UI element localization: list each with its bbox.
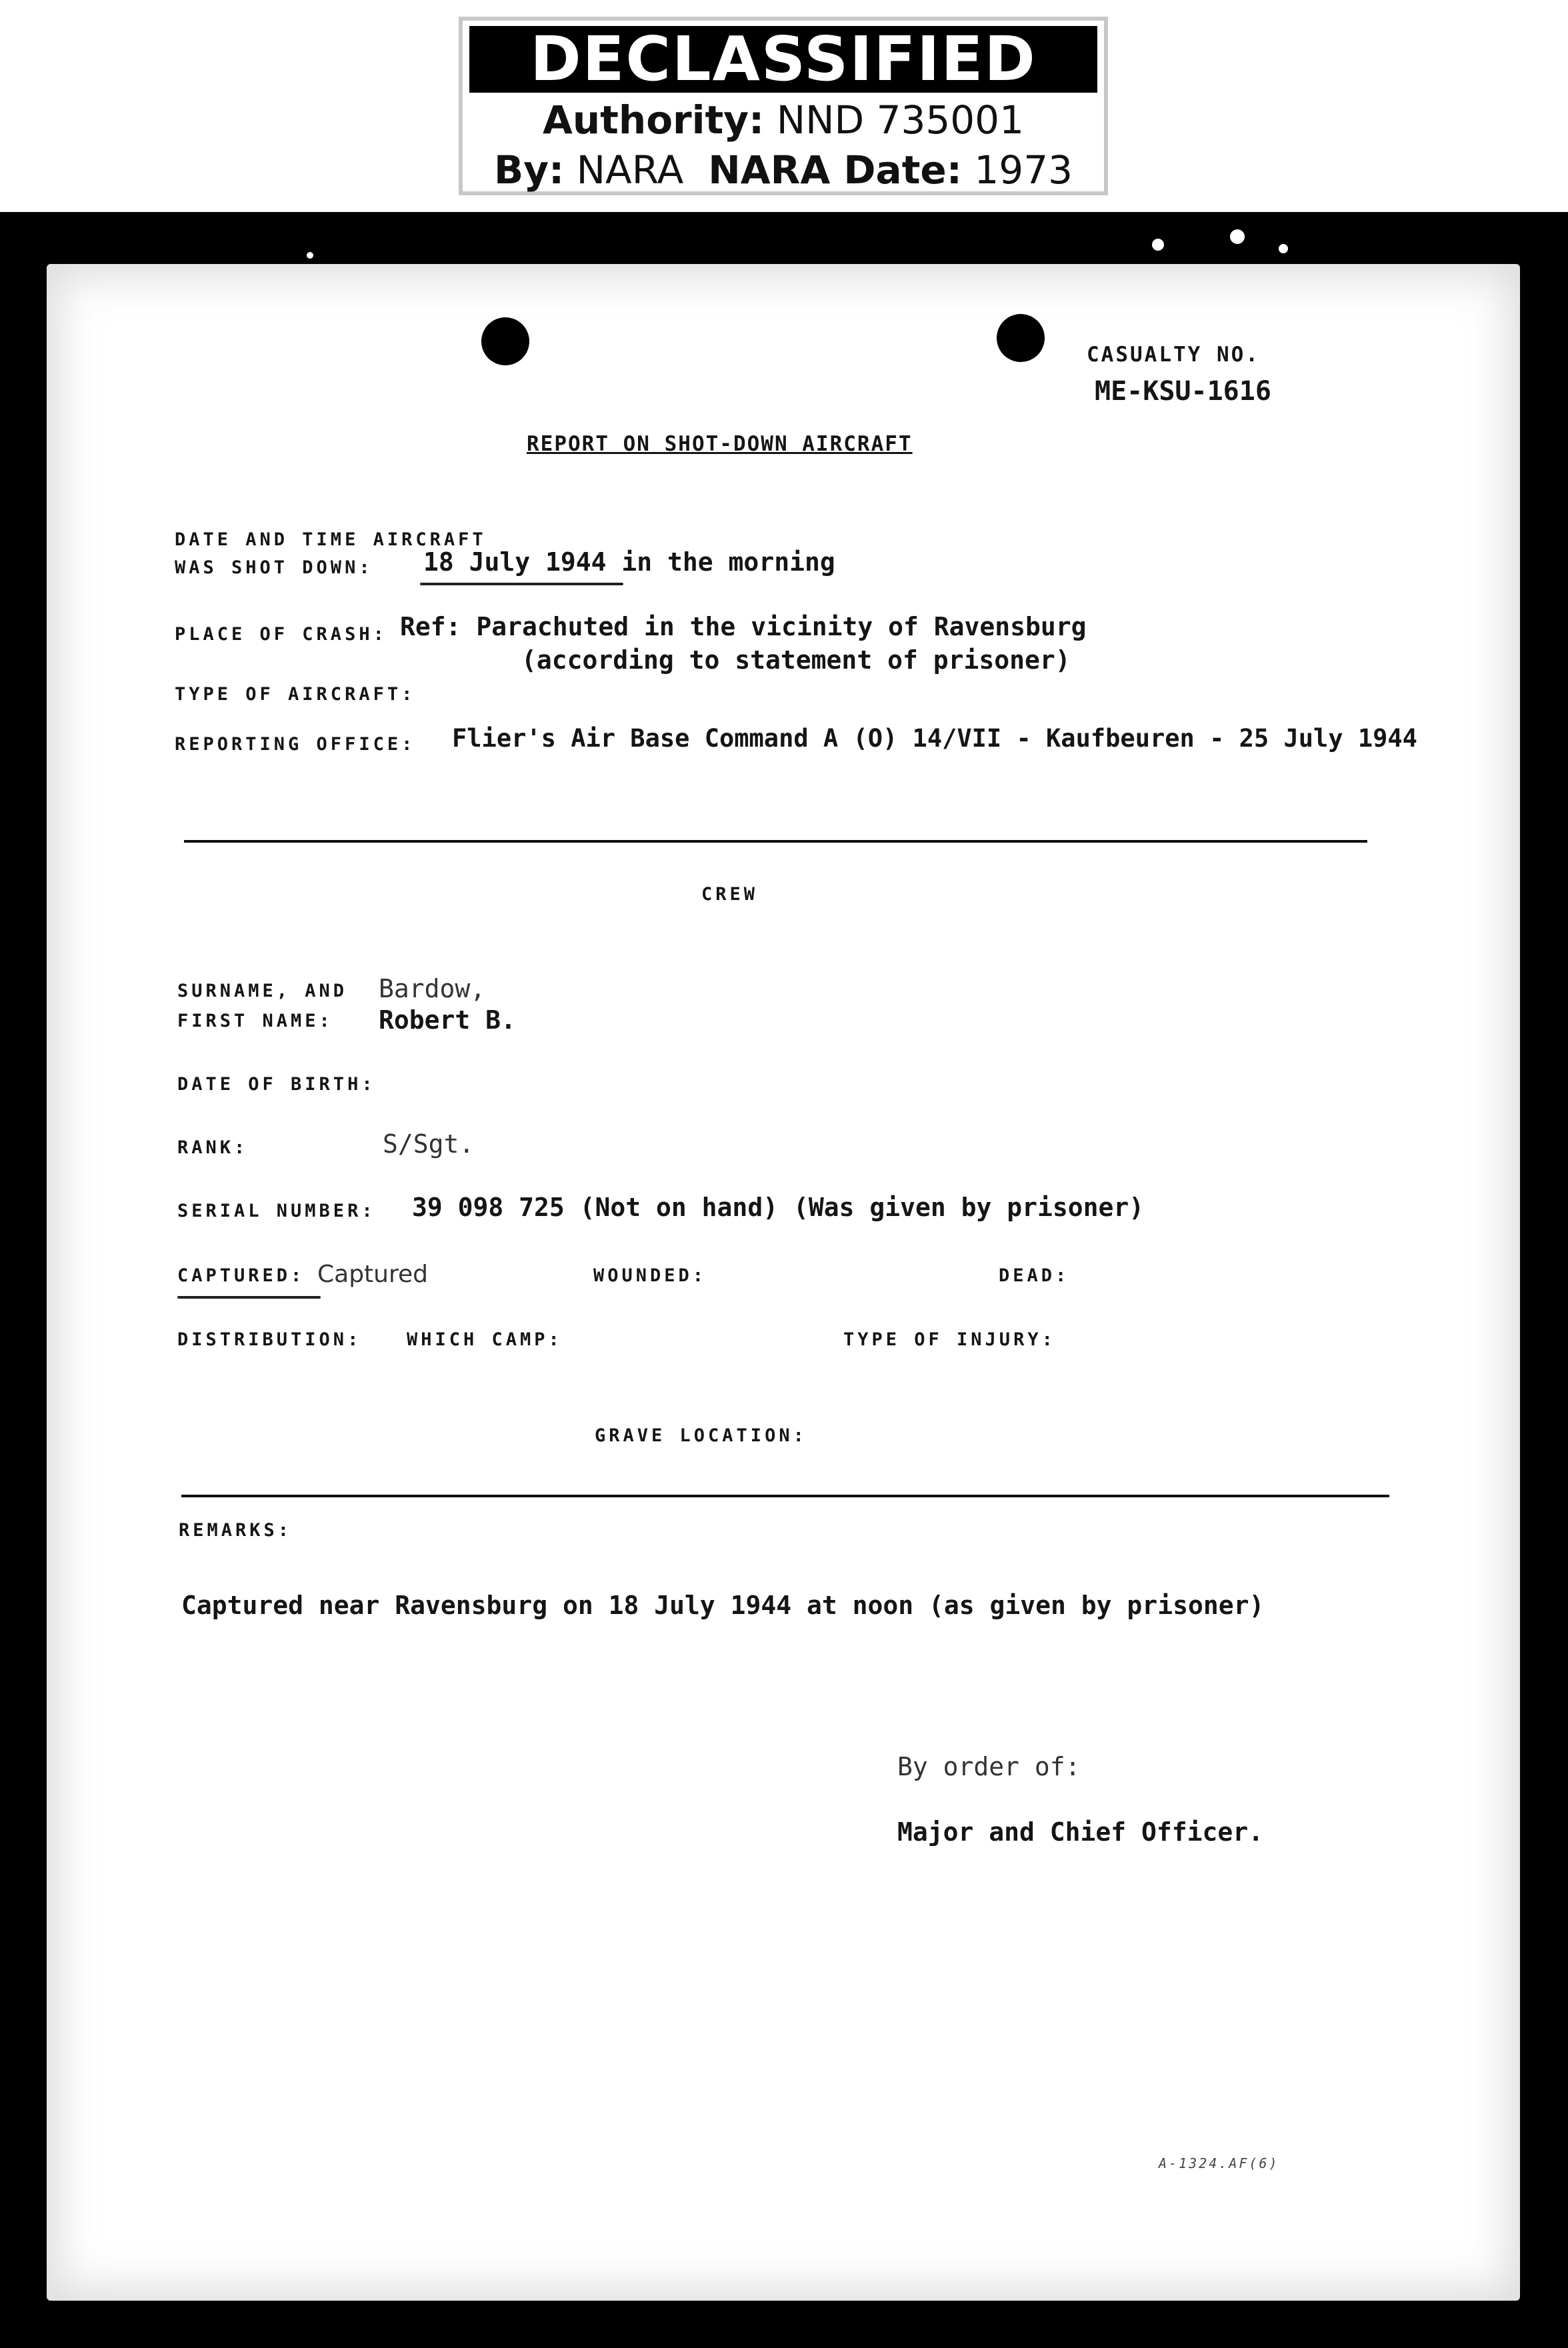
remarks-value: Captured near Ravensburg on 18 July 1944 at noon (as given by prisoner) xyxy=(181,1591,1265,1620)
divider-bottom xyxy=(181,1495,1389,1497)
signature-title: Major and Chief Officer. xyxy=(897,1817,1264,1847)
surname-label-line1: SURNAME, AND xyxy=(177,981,348,1001)
declassified-stamp xyxy=(459,17,1108,195)
captured-underline xyxy=(177,1296,321,1299)
camp-label: WHICH CAMP: xyxy=(407,1329,563,1350)
divider-top xyxy=(184,840,1367,843)
casualty-label: CASUALTY NO. xyxy=(1087,343,1260,367)
stamp-date-value: 1973 xyxy=(974,147,1073,193)
scanned-document xyxy=(0,212,1568,2348)
casualty-number: ME-KSU-1616 xyxy=(1095,376,1271,407)
captured-label: CAPTURED: xyxy=(177,1265,305,1286)
by-order-line: By order of: xyxy=(897,1752,1081,1781)
rank-value: S/Sgt. xyxy=(383,1129,475,1159)
aircraft-type-label: TYPE OF AIRCRAFT: xyxy=(175,684,416,705)
crew-heading: CREW xyxy=(701,884,759,905)
stamp-authority-value: NND 735001 xyxy=(776,97,1024,143)
reporting-office-label: REPORTING OFFICE: xyxy=(175,734,416,755)
serial-label: SERIAL NUMBER: xyxy=(177,1201,376,1221)
stamp-header: DECLASSIFIED xyxy=(469,26,1097,93)
serial-value: 39 098 725 (Not on hand) (Was given by prisoner) xyxy=(412,1193,1145,1222)
first-name-value: Robert B. xyxy=(379,1005,516,1035)
rank-label: RANK: xyxy=(177,1137,249,1158)
scan-speck xyxy=(1152,239,1164,251)
scan-speck xyxy=(1279,244,1288,253)
stamp-authority-line xyxy=(463,97,1104,143)
stamp-by-line xyxy=(463,147,1104,193)
injury-label: TYPE OF INJURY: xyxy=(843,1329,1056,1350)
form-code: A-1324.AF(6) xyxy=(1159,2155,1279,2171)
date-time-label-line1: DATE AND TIME AIRCRAFT xyxy=(175,529,487,550)
punch-hole-left xyxy=(481,317,529,365)
grave-location-label: GRAVE LOCATION: xyxy=(595,1425,807,1446)
date-time-value: 18 July 1944 in the morning xyxy=(423,547,835,577)
surname-label-line2: FIRST NAME: xyxy=(177,1011,333,1031)
remarks-label: REMARKS: xyxy=(179,1520,293,1541)
surname-value: Bardow, xyxy=(379,974,486,1003)
stamp-authority-label: Authority: xyxy=(543,97,765,143)
place-value-line2: (according to statement of prisoner) xyxy=(521,645,1071,675)
date-time-label-line2: WAS SHOT DOWN: xyxy=(175,557,373,578)
stamp-by-value: NARA xyxy=(576,147,684,193)
scan-speck xyxy=(307,252,313,259)
stamp-by-label: By: xyxy=(494,147,565,193)
distribution-label: DISTRIBUTION: xyxy=(177,1329,362,1350)
scan-speck xyxy=(1230,229,1245,244)
date-underline xyxy=(420,583,623,585)
wounded-label: WOUNDED: xyxy=(593,1265,707,1286)
dob-label: DATE OF BIRTH: xyxy=(177,1074,376,1095)
punch-hole-right xyxy=(997,314,1045,362)
page-title: REPORT ON SHOT-DOWN AIRCRAFT xyxy=(527,432,913,456)
dead-label: DEAD: xyxy=(999,1265,1070,1286)
captured-value: Captured xyxy=(317,1261,428,1288)
place-value-line1: Ref: Parachuted in the vicinity of Ravensburg xyxy=(400,612,1087,641)
place-label: PLACE OF CRASH: xyxy=(175,624,387,645)
stamp-date-label: NARA Date: xyxy=(708,147,962,193)
document-page xyxy=(47,264,1520,2301)
reporting-office-value: Flier's Air Base Command A (O) 14/VII - Kaufbeuren - 25 July 1944 xyxy=(452,724,1417,753)
